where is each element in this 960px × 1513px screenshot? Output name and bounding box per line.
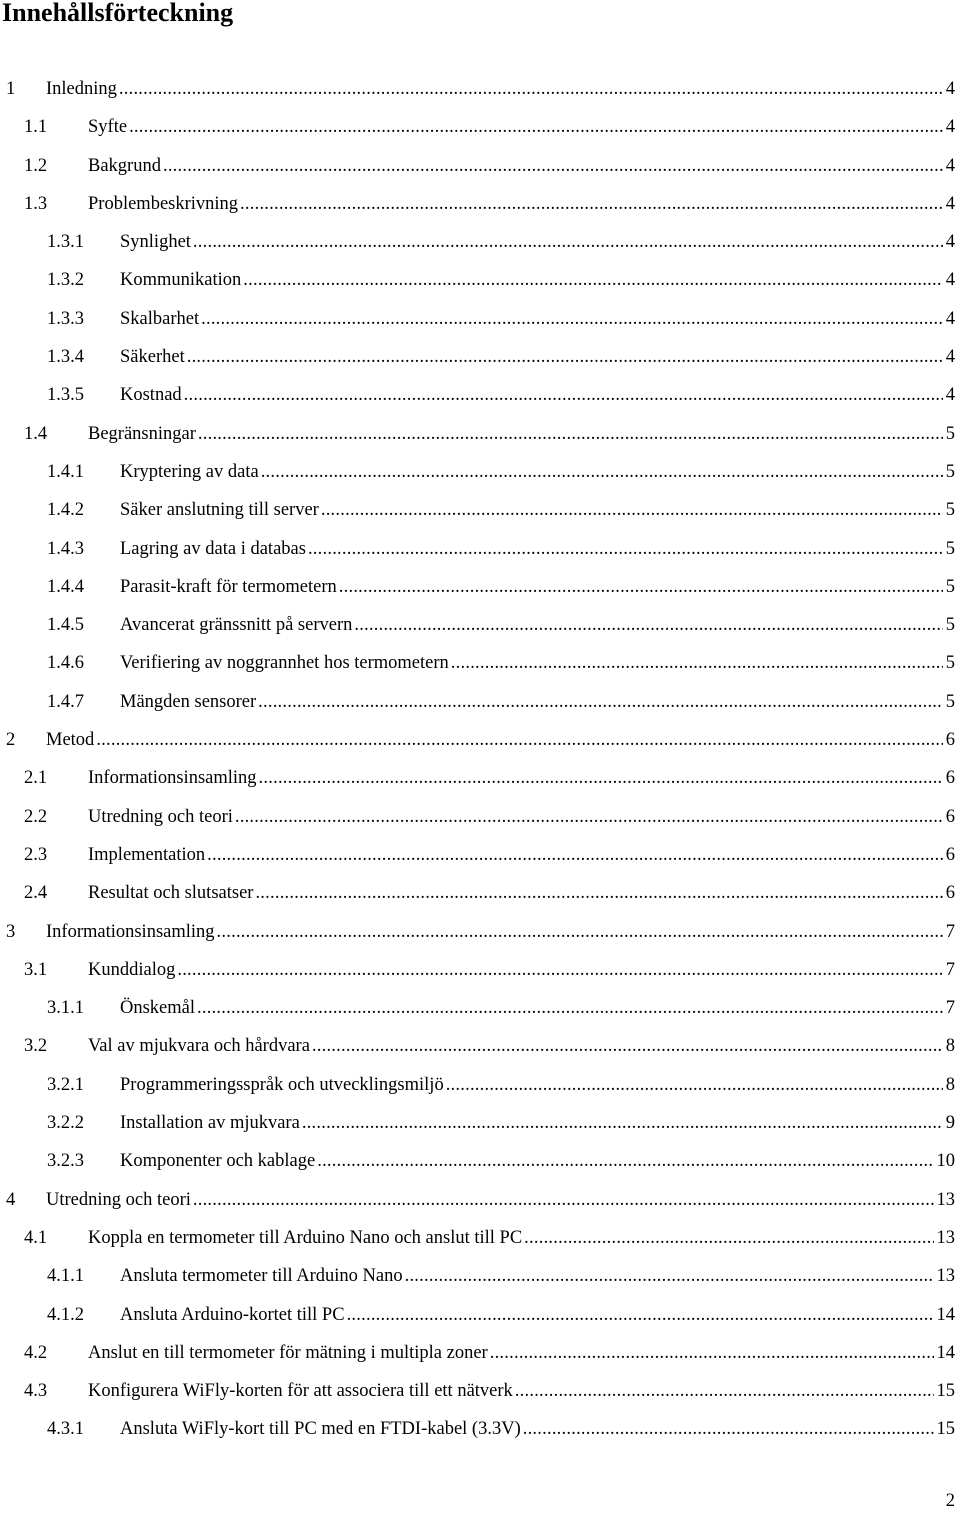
toc-entry[interactable]	[0, 798, 955, 836]
toc-entry-page: 15	[934, 1410, 956, 1448]
toc-entry-page: 5	[943, 530, 955, 568]
toc-entry-link[interactable]	[120, 491, 955, 529]
toc-entry-page: 5	[943, 644, 955, 682]
toc-entry[interactable]	[0, 759, 955, 797]
dot-leader	[198, 415, 943, 453]
dot-leader	[321, 491, 943, 529]
toc-entry-link[interactable]	[120, 1104, 955, 1142]
toc-entry[interactable]	[0, 951, 955, 989]
toc-entry[interactable]	[0, 1181, 955, 1219]
toc-entry[interactable]	[0, 1372, 955, 1410]
toc-entry-link[interactable]	[120, 644, 955, 682]
toc-entry-page: 6	[943, 759, 955, 797]
toc-entry[interactable]	[0, 1410, 955, 1448]
toc-entry-link[interactable]	[120, 1257, 955, 1295]
toc-entry-number: 1.3	[24, 193, 48, 214]
toc-entry-link[interactable]	[88, 415, 955, 453]
toc-entry-page: 7	[943, 913, 955, 951]
dot-leader	[197, 989, 943, 1027]
toc-entry-title: Koppla en termometer till Arduino Nano och anslut till PC	[88, 1219, 522, 1257]
toc-entry-number: 1.4.2	[47, 500, 84, 521]
toc-entry[interactable]	[0, 721, 955, 759]
toc-entry-link[interactable]	[120, 1296, 955, 1334]
dot-leader	[308, 530, 943, 568]
toc-entry-link[interactable]	[88, 147, 955, 185]
toc-entry-page: 4	[943, 185, 955, 223]
toc-entry-page: 4	[943, 338, 955, 376]
toc-entry-number: 4.1.1	[47, 1266, 84, 1287]
toc-entry-title: Verifiering av noggrannhet hos termometern	[120, 644, 449, 682]
toc-entry-title: Säkerhet	[120, 338, 185, 376]
toc-entry-number: 2.2	[24, 806, 48, 827]
dot-leader	[96, 721, 942, 759]
toc-entry-title: Inledning	[46, 70, 117, 108]
toc-entry-page: 6	[943, 874, 955, 912]
toc-entry-title: Konfigurera WiFly-korten för att associera till ett nätverk	[88, 1372, 513, 1410]
toc-entry-number: 3.2.1	[47, 1074, 84, 1095]
toc-entry-link[interactable]	[120, 376, 955, 414]
toc-entry-page: 5	[943, 415, 955, 453]
toc-entry-page: 6	[943, 836, 955, 874]
toc-entry-title: Bakgrund	[88, 147, 161, 185]
toc-entry[interactable]	[0, 1104, 955, 1142]
toc-entry-page: 5	[943, 606, 955, 644]
toc-entry-number: 4.3.1	[47, 1419, 84, 1440]
toc-entry-page: 4	[943, 147, 955, 185]
dot-leader	[217, 913, 943, 951]
toc-entry-page: 4	[943, 70, 955, 108]
toc-entry-link[interactable]	[88, 1334, 955, 1372]
toc-entry[interactable]	[0, 376, 955, 414]
toc-entry-page: 8	[943, 1066, 955, 1104]
dot-leader	[515, 1372, 934, 1410]
toc-entry-number: 4	[6, 1189, 16, 1210]
toc-entry-title: Ansluta WiFly-kort till PC med en FTDI-kabel (3.3V)	[120, 1410, 521, 1448]
toc-entry-page: 6	[943, 798, 955, 836]
dot-leader	[347, 1296, 934, 1334]
toc-entry[interactable]	[0, 1142, 955, 1180]
toc-entry-link[interactable]	[88, 874, 955, 912]
toc-entry-title: Resultat och slutsatser	[88, 874, 253, 912]
toc-entry-number: 1	[6, 79, 16, 99]
toc-entry-title: Informationsinsamling	[46, 913, 215, 951]
dot-leader	[240, 185, 943, 223]
toc-entry-number: 2.1	[24, 768, 48, 789]
toc-entry-number: 3.2	[24, 1036, 48, 1057]
toc-entry-link[interactable]	[88, 836, 955, 874]
toc-entry-title: Avancerat gränssnitt på servern	[120, 606, 352, 644]
toc-entry-page: 5	[943, 683, 955, 721]
toc-entry-link[interactable]	[88, 108, 955, 146]
toc-entry-link[interactable]	[46, 721, 955, 759]
toc-entry-page: 4	[943, 223, 955, 261]
dot-leader	[524, 1219, 933, 1257]
toc-entry-title: Implementation	[88, 836, 205, 874]
toc-entry[interactable]	[0, 568, 955, 606]
toc-entry-link[interactable]	[120, 530, 955, 568]
toc-entry[interactable]	[0, 683, 955, 721]
toc-entry[interactable]	[0, 70, 955, 108]
toc-entry-link[interactable]	[120, 989, 955, 1027]
toc-entry-page: 8	[943, 1027, 955, 1065]
toc-entry-number: 2	[6, 730, 16, 751]
table-of-contents	[0, 70, 960, 1449]
dot-leader	[451, 644, 943, 682]
toc-entry-page: 4	[943, 261, 955, 299]
toc-entry-title: Mängden sensorer	[120, 683, 256, 721]
toc-entry-title: Utredning och teori	[46, 1181, 191, 1219]
toc-entry[interactable]	[0, 300, 955, 338]
toc-entry-title: Lagring av data i databas	[120, 530, 306, 568]
dot-leader	[339, 568, 943, 606]
toc-entry[interactable]	[0, 338, 955, 376]
toc-entry-number: 4.3	[24, 1381, 48, 1402]
toc-entry-page: 5	[943, 453, 955, 491]
toc-entry-link[interactable]	[88, 798, 955, 836]
toc-entry-link[interactable]	[88, 951, 955, 989]
dot-leader	[258, 683, 943, 721]
toc-entry[interactable]	[0, 913, 955, 951]
toc-entry-title: Ansluta Arduino-kortet till PC	[120, 1296, 345, 1334]
toc-entry-number: 1.4.3	[47, 538, 84, 559]
toc-entry[interactable]	[0, 108, 955, 146]
toc-entry-title: Metod	[46, 721, 94, 759]
dot-leader	[405, 1257, 934, 1295]
toc-entry-title: Problembeskrivning	[88, 185, 238, 223]
toc-entry[interactable]	[0, 644, 955, 682]
dot-leader	[312, 1027, 943, 1065]
dot-leader	[255, 874, 942, 912]
toc-entry-number: 1.3.1	[47, 232, 84, 253]
toc-entry-page: 5	[943, 491, 955, 529]
toc-entry-number: 1.3.3	[47, 308, 84, 329]
toc-entry-number: 1.1	[24, 117, 48, 138]
toc-entry-title: Ansluta termometer till Arduino Nano	[120, 1257, 403, 1295]
toc-entry-title: Programmeringsspråk och utvecklingsmiljö	[120, 1066, 444, 1104]
toc-entry-link[interactable]	[88, 1372, 955, 1410]
page-title: Innehållsförteckning	[2, 0, 234, 27]
toc-entry[interactable]	[0, 874, 955, 912]
dot-leader	[163, 147, 943, 185]
toc-entry-link[interactable]	[88, 1027, 955, 1065]
page-number: 2	[945, 1491, 955, 1511]
toc-entry-title: Syfte	[88, 108, 127, 146]
toc-entry-number: 1.3.5	[47, 385, 84, 406]
toc-entry[interactable]	[0, 1219, 955, 1257]
toc-entry-number: 1.3.4	[47, 347, 84, 368]
dot-leader	[201, 300, 943, 338]
toc-entry[interactable]	[0, 1257, 955, 1295]
toc-entry-title: Anslut en till termometer för mätning i multipla zoner	[88, 1334, 488, 1372]
toc-entry-number: 1.4.6	[47, 653, 84, 674]
dot-leader	[207, 836, 943, 874]
toc-entry-link[interactable]	[120, 300, 955, 338]
toc-entry[interactable]	[0, 415, 955, 453]
toc-entry-number: 1.3.2	[47, 270, 84, 291]
toc-entry-link[interactable]	[120, 606, 955, 644]
dot-leader	[177, 951, 942, 989]
toc-entry-number: 3.1.1	[47, 998, 84, 1019]
toc-entry-link[interactable]	[46, 70, 955, 108]
dot-leader	[523, 1410, 934, 1448]
toc-entry-title: Kunddialog	[88, 951, 175, 989]
toc-entry-number: 2.4	[24, 883, 48, 904]
toc-entry-title: Begränsningar	[88, 415, 196, 453]
toc-entry-title: Informationsinsamling	[88, 759, 257, 797]
toc-entry-page: 10	[934, 1142, 956, 1180]
toc-entry-number: 3.1	[24, 959, 48, 980]
dot-leader	[259, 759, 943, 797]
toc-entry-title: Komponenter och kablage	[120, 1142, 315, 1180]
toc-entry-title: Kryptering av data	[120, 453, 259, 491]
toc-entry-title: Parasit-kraft för termometern	[120, 568, 337, 606]
dot-leader	[193, 1181, 934, 1219]
toc-entry-page: 5	[943, 568, 955, 606]
toc-entry-number: 4.1.2	[47, 1304, 84, 1325]
toc-entry[interactable]	[0, 261, 955, 299]
toc-entry[interactable]	[0, 1296, 955, 1334]
toc-entry-link[interactable]	[120, 223, 955, 261]
toc-entry-number: 1.4.7	[47, 691, 84, 712]
toc-entry-page: 7	[943, 989, 955, 1027]
toc-entry-title: Synlighet	[120, 223, 191, 261]
toc-entry[interactable]	[0, 1066, 955, 1104]
toc-entry-title: Säker anslutning till server	[120, 491, 319, 529]
dot-leader	[317, 1142, 933, 1180]
toc-entry-number: 1.4.1	[47, 461, 84, 482]
dot-leader	[129, 108, 943, 146]
toc-entry-page: 14	[934, 1296, 956, 1334]
toc-entry-page: 15	[934, 1372, 956, 1410]
dot-leader	[119, 70, 943, 108]
toc-entry-title: Önskemål	[120, 989, 195, 1027]
toc-entry-number: 4.1	[24, 1227, 48, 1248]
dot-leader	[490, 1334, 934, 1372]
toc-entry-number: 3	[6, 921, 16, 942]
toc-entry[interactable]	[0, 185, 955, 223]
toc-entry-number: 2.3	[24, 844, 48, 865]
toc-entry-link[interactable]	[120, 568, 955, 606]
toc-entry-page: 7	[943, 951, 955, 989]
toc-entry-page: 13	[934, 1219, 956, 1257]
toc-entry[interactable]	[0, 836, 955, 874]
toc-entry-number: 3.2.3	[47, 1151, 84, 1172]
dot-leader	[243, 261, 942, 299]
toc-entry-title: Installation av mjukvara	[120, 1104, 300, 1142]
toc-entry[interactable]	[0, 530, 955, 568]
toc-entry-page: 14	[934, 1334, 956, 1372]
toc-entry-link[interactable]	[120, 1066, 955, 1104]
toc-entry-page: 13	[934, 1181, 956, 1219]
toc-entry-page: 9	[943, 1104, 955, 1142]
toc-entry-number: 1.4.5	[47, 615, 84, 636]
toc-entry[interactable]	[0, 453, 955, 491]
toc-entry[interactable]	[0, 1027, 955, 1065]
toc-entry-number: 1.2	[24, 155, 48, 176]
dot-leader	[184, 376, 943, 414]
toc-entry-link[interactable]	[120, 1410, 955, 1448]
toc-entry-link[interactable]	[120, 1142, 955, 1180]
toc-entry-title: Utredning och teori	[88, 798, 233, 836]
toc-entry-link[interactable]	[120, 261, 955, 299]
toc-entry-page: 6	[943, 721, 955, 759]
toc-entry-link[interactable]	[46, 1181, 955, 1219]
toc-entry-link[interactable]	[88, 759, 955, 797]
toc-entry[interactable]	[0, 1334, 955, 1372]
dot-leader	[235, 798, 943, 836]
toc-entry[interactable]	[0, 491, 955, 529]
toc-entry[interactable]	[0, 989, 955, 1027]
toc-entry-title: Kostnad	[120, 376, 182, 414]
toc-entry-number: 4.2	[24, 1342, 48, 1363]
toc-entry-link[interactable]	[88, 1219, 955, 1257]
toc-entry-title: Skalbarhet	[120, 300, 199, 338]
dot-leader	[261, 453, 943, 491]
toc-entry[interactable]	[0, 606, 955, 644]
toc-entry-number: 3.2.2	[47, 1113, 84, 1134]
toc-entry-number: 1.4	[24, 423, 48, 444]
dot-leader	[193, 223, 943, 261]
dot-leader	[302, 1104, 943, 1142]
toc-entry-page: 4	[943, 376, 955, 414]
toc-entry-link[interactable]	[46, 913, 955, 951]
toc-entry-title: Val av mjukvara och hårdvara	[88, 1027, 310, 1065]
toc-entry-link[interactable]	[120, 453, 955, 491]
toc-entry-page: 4	[943, 108, 955, 146]
toc-entry-link[interactable]	[120, 338, 955, 376]
toc-entry-page: 13	[934, 1257, 956, 1295]
toc-entry-page: 4	[943, 300, 955, 338]
toc-entry-link[interactable]	[88, 185, 955, 223]
dot-leader	[446, 1066, 943, 1104]
toc-entry-link[interactable]	[120, 683, 955, 721]
dot-leader	[187, 338, 943, 376]
toc-entry[interactable]	[0, 147, 955, 185]
toc-entry[interactable]	[0, 223, 955, 261]
toc-entry-number: 1.4.4	[47, 576, 84, 597]
dot-leader	[354, 606, 942, 644]
toc-entry-title: Kommunikation	[120, 261, 241, 299]
